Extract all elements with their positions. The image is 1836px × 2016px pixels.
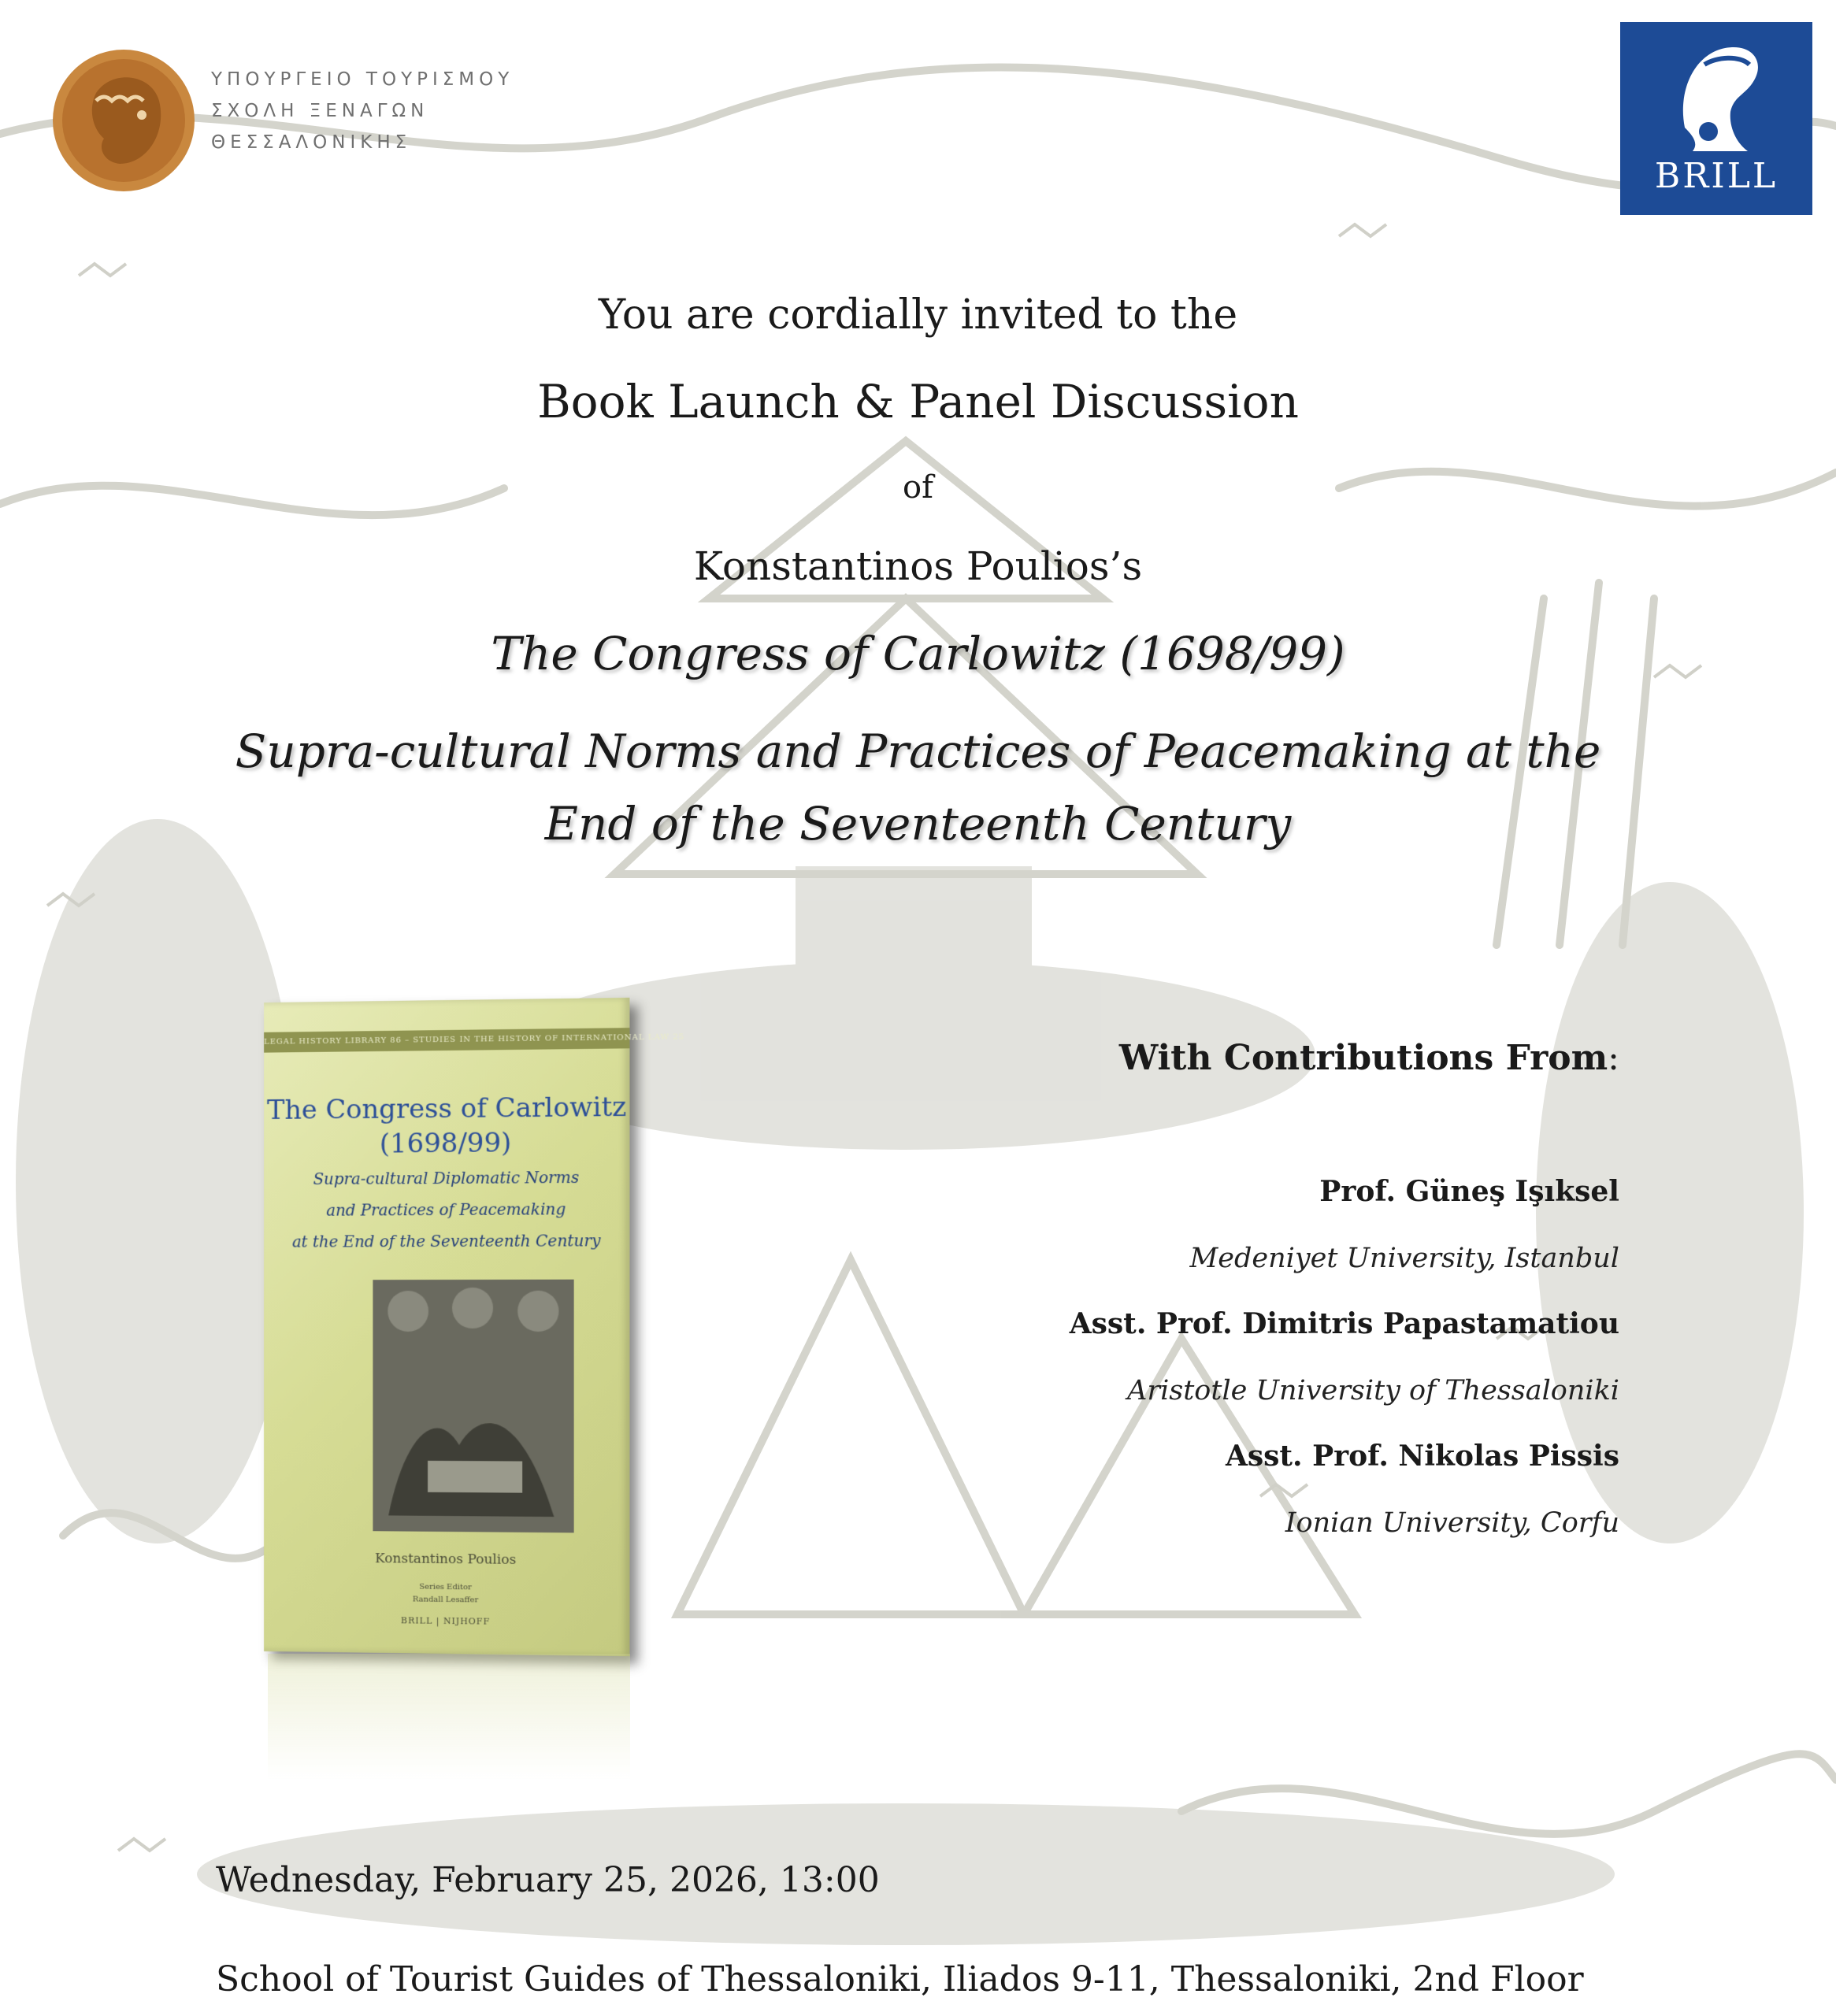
brill-wordmark: BRILL (1654, 156, 1779, 196)
contributor-affiliation: Medeniyet University, Istanbul (1189, 1243, 1619, 1274)
book-series-band: LEGAL HISTORY LIBRARY 86 – STUDIES IN THE HISTORY OF INTERNATIONAL LAW 25 (264, 1028, 629, 1053)
ancient-coin-head-icon (49, 46, 198, 195)
author-name: Konstantinos Poulios’s (693, 543, 1143, 589)
contributions-heading (866, 1038, 1619, 1078)
contributions-heading-text: With Contributions From (1118, 1038, 1608, 1078)
book-cover-subtitle-2: and Practices of Peacemaking (326, 1199, 566, 1220)
book-title: The Congress of Carlowitz (1698/99) (491, 627, 1345, 680)
book-cover-title-2: (1698/99) (379, 1127, 512, 1160)
book-cover-author: Konstantinos Poulios (375, 1551, 517, 1568)
contributor-name: Asst. Prof. Dimitris Papastamatiou (1069, 1307, 1619, 1340)
book-cover-title-1: The Congress of Carlowitz (266, 1091, 627, 1126)
book-subtitle-line-2: End of the Seventeenth Century (544, 797, 1292, 850)
contributor-name: Asst. Prof. Nikolas Pissis (1225, 1440, 1619, 1473)
of-word: of (903, 469, 933, 506)
event-datetime: Wednesday, February 25, 2026, 13:00 (216, 1860, 880, 1900)
book-cover-subtitle-1: Supra-cultural Diplomatic Norms (313, 1167, 580, 1188)
book-cover-image (264, 998, 685, 1656)
brill-logo (1620, 22, 1812, 215)
contributor-affiliation: Aristotle University of Thessaloniki (1127, 1375, 1619, 1406)
book-cover-subtitle-3: at the End of the Seventeenth Century (291, 1231, 601, 1251)
book-cover-series-editor: Randall Lesaffer (412, 1595, 479, 1605)
contributor-name: Prof. Güneş Işıksel (1319, 1175, 1619, 1208)
organizer-line-2: ΣΧΟΛΗ ΞΕΝΑΓΩΝ (211, 101, 429, 121)
book-cover-engraving (373, 1280, 573, 1533)
contributions-heading-colon: : (1608, 1038, 1619, 1078)
book-reflection (268, 1654, 630, 1780)
athena-helmet-icon (1661, 33, 1771, 159)
book-subtitle-line-1: Supra-cultural Norms and Practices of Peacemaking at the (235, 724, 1601, 778)
book-cover-imprint: BRILL | NIJHOFF (401, 1615, 491, 1627)
organizer-line-1: ΥΠΟΥΡΓΕΙΟ ΤΟΥΡΙΣΜΟΥ (211, 69, 514, 90)
event-venue: School of Tourist Guides of Thessaloniki, Iliados 9-11, Thessaloniki, 2nd Floor (216, 1959, 1584, 1999)
contributor-affiliation: Ionian University, Corfu (1285, 1507, 1619, 1539)
invitation-line: You are cordially invited to the (598, 291, 1238, 339)
event-title: Book Launch & Panel Discussion (537, 375, 1299, 428)
book-cover-series-editor-label: Series Editor (419, 1582, 472, 1592)
organizer-line-3: ΘΕΣΣΑΛΟΝΙΚΗΣ (211, 132, 412, 153)
